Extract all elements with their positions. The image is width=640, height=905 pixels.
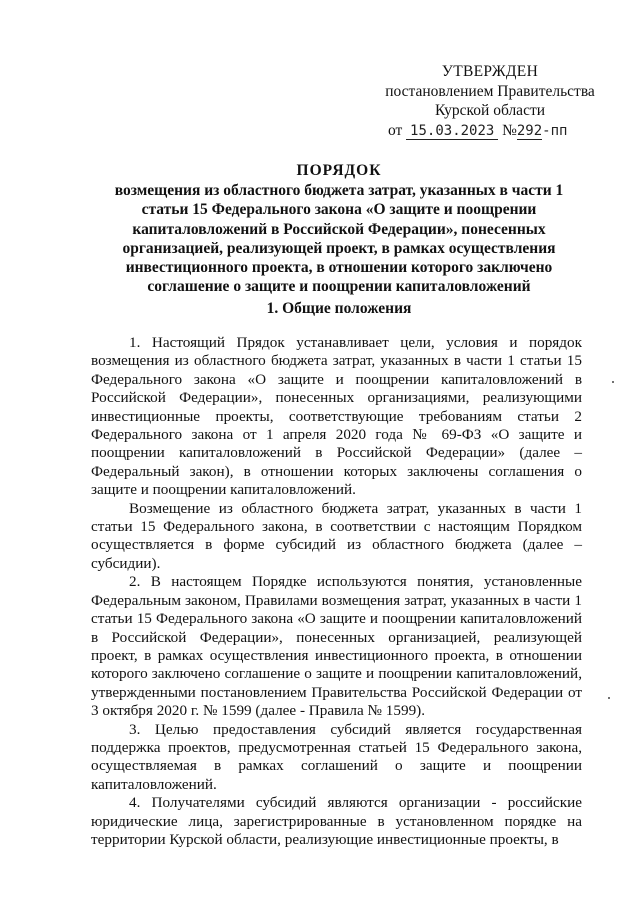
document-heading: ПОРЯДОК [296,162,382,179]
approval-date: 15.03.2023 [406,124,498,140]
number-prefix: № [502,121,517,139]
section-title: 1. Общие положения [266,300,412,317]
paragraph-2: Возмещение из областного бюджета затрат, указанных в части 1 статьи 15 Федерального закона, в соответствии с настоящим Порядком осуществляется в форме субсидий из областного бюджета (далее – субсидии). [91,499,582,572]
date-prefix: от [388,121,403,139]
approval-number: 292 [516,122,543,139]
document-title [92,161,586,296]
approval-line-1: постановлением Правительства [385,82,595,100]
approval-number-suffix: -пп [542,122,568,139]
paragraph-4: 3. Целью предоставления субсидий является государственная поддержка проектов, предусмотренная статьей 15 Федерального закона, осуществляемая в рамках соглашений о защите и поощрении капиталовложений. [91,720,582,793]
approval-line-2: Курской области [434,102,546,119]
document-body [91,334,582,849]
scan-speck [612,381,614,383]
approval-date-line [370,121,610,142]
paragraph-5: 4. Получателями субсидий являются организации - российские юридические лица, зарегистрированные в установленном порядке на территории Курской области, реализующие инвестиционные проекты, в [91,794,582,848]
paragraph-1: 1. Настоящий Прядок устанавливает цели, условия и порядок возмещения из областного бюджета затрат, указанных в части 1 статьи 15 Федерального закона «О защите и поощрении капиталовложений в Российской Федерации», понесенных организациями, реализующими инвестиционные проекты, соответствующие требованиям статьи 2 Федерального закона от 1 апреля 2020 года № 69-ФЗ «О защите и поощрении капиталовложений в Российской Федерации» (далее – Федеральный закон), в отношении которых заключены соглашения о защите и поощрении капиталовложений. [91,334,582,499]
approval-title: УТВЕРЖДЕН [441,63,539,80]
paragraph-3: 2. В настоящем Порядке используются понятия, установленные Федеральным законом, Правилами возмещения затрат, указанных в части 1 статьи 15 Федерального закона «О защите и поощрении капиталовложений в Российской Федерации», понесенных организацией, реализующей проект, в рамках осуществления инвестиционного проекта, в отношении которого заключено соглашение о защите и поощрении капиталовложений, утвержденными постановлением Правительства Российской Федерации от 3 октября 2020 г. № 1599 (далее - Правила № 1599). [91,573,582,720]
approval-stamp [370,62,610,141]
scan-speck [608,697,610,699]
document-subtitle: возмещения из областного бюджета затрат, указанных в части 1 статьи 15 Федерального закона «О защите и поощрении капиталовложений в Российской Федерации», понесенных организацией, реализующей проект, в рамках осуществления инвестиционного проекта, в отношении которого заключено соглашение о защите и поощрении капиталовложений [114,182,564,296]
